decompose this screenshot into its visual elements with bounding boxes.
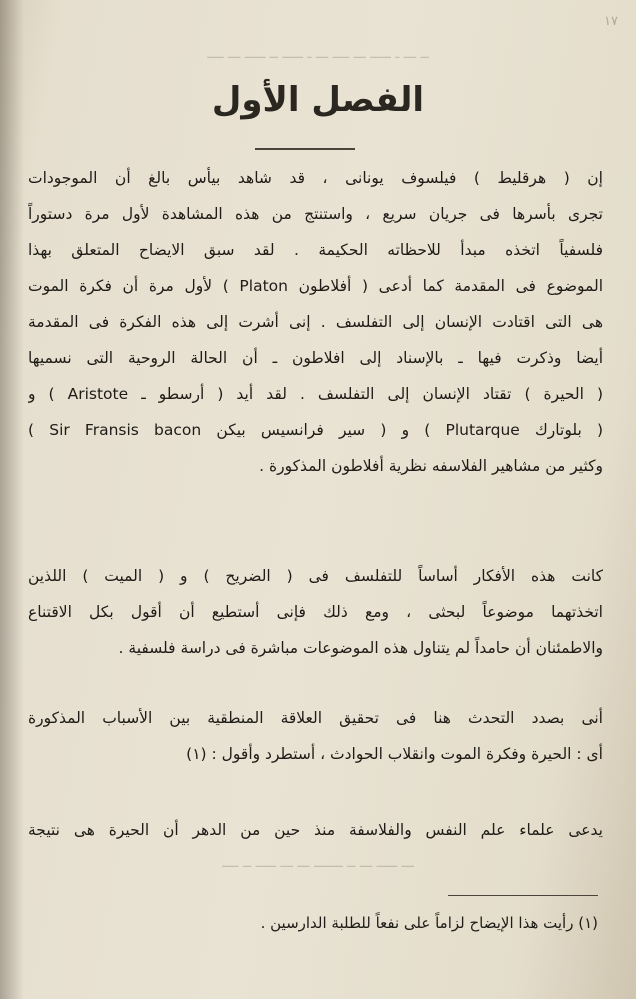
text-line: والاطمئنان أن حامداً لم يتناول هذه الموضوعات مباشرة فى دراسة فلسفية .	[118, 639, 603, 657]
text-line: الموضوع فى المقدمة كما أدعى ( أفلاطون Platon ) لأول مرة أن فكرة الموت	[28, 277, 603, 295]
footnote-divider	[448, 895, 598, 896]
title-divider	[255, 148, 355, 150]
text-line: يدعى علماء علم النفس والفلاسفة منذ حين من الدهر أن الحيرة هى نتيجة	[28, 821, 603, 839]
paragraph-4	[28, 812, 603, 848]
text-line: أيضا وذكرت فيها ـ بالإسناد إلى افلاطون ـ أن الحالة الروحية التى نسميها	[28, 349, 603, 367]
text-line: ( بلوتارك Plutarque ) و ( سير فرانسيس بيكن Sir Fransis bacon )	[28, 421, 603, 439]
text-line: إن ( هرقليط ) فيلسوف يونانى ، قد شاهد بيأس بالغ أن الموجودات	[28, 169, 603, 187]
paragraph-1	[28, 160, 603, 484]
paragraph-3	[28, 700, 603, 772]
text-line: فلسفياً اتخذه مبدأ للاحظاته الحكيمة . لقد سبق الايضاح المتعلق بهذا	[28, 241, 603, 259]
text-line: أنى بصدد التحدث هنا فى تحقيق العلاقة المنطقية بين الأسباب المذكورة	[28, 709, 603, 727]
page-corner-mark: ۱۷	[604, 14, 618, 29]
text-line: كانت هذه الأفكار أساساً للتفلسف فى ( الضريح ) و ( الميت ) اللذين	[28, 567, 603, 585]
chapter-title: الفصل الأول	[211, 80, 425, 120]
text-line: أى : الحيرة وفكرة الموت وانقلاب الحوادث ، أستطرد وأقول : (١)	[186, 745, 603, 763]
text-line: ( الحيرة ) تقتاد الإنسان إلى التفلسف . لقد أيد ( أرسطو ـ Aristote ) و	[28, 385, 603, 403]
text-line: هى التى اقتادت الإنسان إلى التفلسف . إنى أشرت إلى هذه الفكرة فى المقدمة	[28, 313, 603, 331]
binding-shadow	[0, 0, 24, 999]
bleed-through-text-bottom: ـــ ـــــ ـــ ــ ـــــــ ـــ ـــ ـــــ ــ ــــ	[222, 855, 414, 871]
text-line: اتخذتهما موضوعاً لبحثى ، ومع ذلك فإنى أستطيع أن أقول بكل الاقتناع	[28, 603, 603, 621]
footnote: (١) رأيت هذا الإيضاح لزاماً على نفعاً للطلبة الدارسين .	[260, 914, 598, 932]
paragraph-2	[28, 558, 603, 666]
text-line: وكثير من مشاهير الفلاسفه نظرية أفلاطون المذكورة .	[259, 457, 603, 475]
bleed-through-text-top: ــ ـــ ـ ـــــ ـــ ــــ ـــ ـ ـــــ ــ ـــــ ـــ ــــ	[207, 46, 429, 62]
text-line: تجرى بأسرها فى جريان سريع ، واستنتج من هذه المشاهدة لأول مرة دستوراً	[28, 205, 603, 223]
